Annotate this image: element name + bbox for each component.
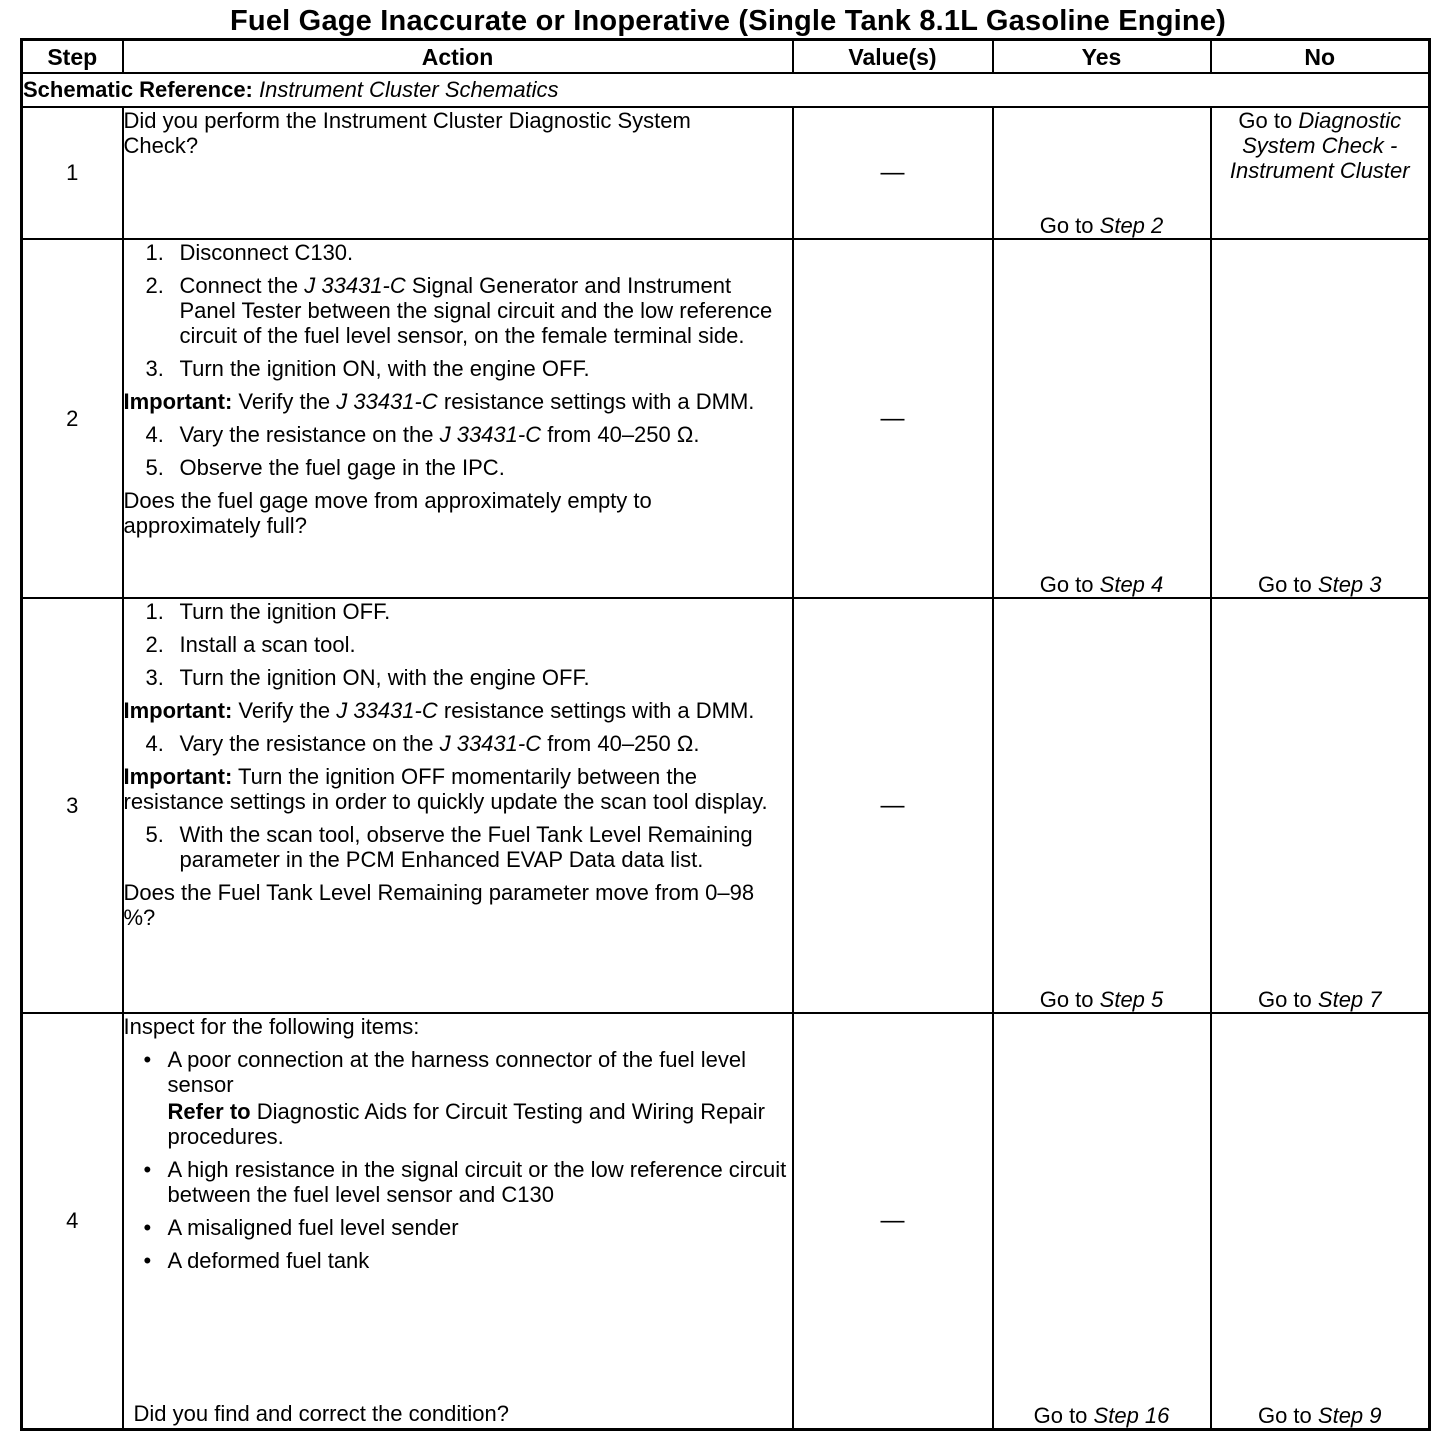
refer-text: Diagnostic Aids for Circuit Testing and Wiring Repair procedures.: [167, 1099, 766, 1150]
intro-text: Inspect for the following items:: [123, 1014, 420, 1040]
important-note: [124, 389, 792, 414]
schematic-reference: [22, 73, 1430, 107]
yes-link[interactable]: Step 5: [1099, 987, 1164, 1013]
header-values: Value(s): [793, 40, 993, 74]
page-title: Fuel Gage Inaccurate or Inoperative (Single Tank 8.1L Gasoline Engine): [230, 5, 1226, 37]
important-label: Important:: [123, 698, 233, 724]
value-cell: —: [793, 598, 993, 1013]
yes-prefix: Go to: [1039, 572, 1094, 598]
list-item: [124, 665, 792, 690]
note-text: resistance settings with a DMM.: [443, 389, 755, 415]
no-prefix: Go to: [1257, 572, 1312, 598]
question: Did you find and correct the condition?: [133, 1401, 509, 1426]
step-number: 2: [22, 239, 123, 598]
step-list: [124, 822, 792, 872]
item-text: from 40–250 Ω.: [547, 731, 700, 757]
important-note: [124, 764, 792, 814]
item-text: Vary the resistance on the: [179, 422, 434, 448]
yes-prefix: Go to: [1039, 213, 1094, 239]
item-text: from 40–250 Ω.: [547, 422, 700, 448]
question: Did you perform the Instrument Cluster Diagnostic System Check?: [123, 108, 691, 158]
bullet-icon: •: [143, 1248, 152, 1274]
item-number: 5.: [145, 822, 164, 848]
action-cell: [123, 239, 793, 598]
no-link[interactable]: Step 3: [1317, 572, 1382, 598]
list-item: [124, 1248, 792, 1273]
diagnostic-table: [20, 38, 1431, 1431]
value-cell: —: [793, 1013, 993, 1429]
list-item: [124, 422, 792, 447]
header-action: Action: [123, 40, 793, 74]
no-cell: [1211, 239, 1430, 598]
no-prefix: Go to: [1257, 987, 1312, 1013]
value-cell: —: [793, 107, 993, 239]
item-text: Turn the ignition ON, with the engine OFF.: [179, 665, 590, 691]
item-number: 2.: [145, 273, 164, 299]
action-cell: [123, 598, 793, 1013]
step-number: 3: [22, 598, 123, 1013]
list-item: [124, 273, 792, 348]
header-step: Step: [22, 40, 123, 74]
step-list: [124, 240, 792, 381]
important-label: Important:: [123, 764, 233, 790]
important-label: Important:: [123, 389, 233, 415]
yes-cell: [993, 1013, 1211, 1429]
list-item: [124, 240, 792, 265]
item-text: Connect the: [179, 273, 299, 299]
bullet-icon: •: [143, 1157, 152, 1183]
no-cell: [1211, 1013, 1430, 1429]
yes-cell: [993, 107, 1211, 239]
list-item: [124, 599, 792, 624]
tool-ref: J 33431-C: [336, 698, 438, 724]
note-text: Turn the ignition OFF momentarily between the resistance settings in order to quickly update the scan tool display.: [123, 764, 768, 815]
no-cell: [1211, 107, 1430, 239]
no-prefix: Go to: [1238, 108, 1293, 133]
item-text: Observe the fuel gage in the IPC.: [179, 455, 505, 481]
tool-ref: J 33431-C: [439, 731, 542, 757]
list-item: [124, 731, 792, 756]
yes-link[interactable]: Step 2: [1099, 213, 1164, 239]
item-number: 4.: [145, 731, 164, 757]
item-number: 5.: [145, 455, 164, 481]
note-text: resistance settings with a DMM.: [443, 698, 755, 724]
item-text: Turn the ignition ON, with the engine OFF.: [179, 356, 590, 382]
list-item: [124, 822, 792, 872]
yes-cell: [993, 239, 1211, 598]
schematic-reference-row: [22, 73, 1430, 107]
no-cell: [1211, 598, 1430, 1013]
header-no: No: [1211, 40, 1430, 74]
item-text: Signal Generator and Instrument Panel Tester between the signal circuit and the low reference circuit of the fuel level sensor, on the female terminal side.: [179, 273, 773, 349]
list-item: [124, 632, 792, 657]
table-row: [22, 598, 1430, 1013]
item-text: A poor connection at the harness connector of the fuel level sensor: [167, 1047, 746, 1098]
item-number: 3.: [145, 665, 164, 691]
step-number: 4: [22, 1013, 123, 1429]
question: Does the fuel gage move from approximately empty to approximately full?: [123, 488, 652, 539]
list-item: [124, 356, 792, 381]
item-number: 3.: [145, 356, 164, 382]
note-text: Verify the: [238, 389, 331, 415]
step-list: [124, 422, 792, 480]
note-text: Verify the: [238, 698, 331, 724]
item-number: 1.: [145, 240, 164, 266]
item-text: Turn the ignition OFF.: [179, 599, 391, 625]
refer-note: [168, 1099, 792, 1149]
header-row: [22, 40, 1430, 74]
value-cell: —: [793, 239, 993, 598]
no-prefix: Go to: [1257, 1403, 1312, 1428]
bullet-list: [124, 1047, 792, 1273]
header-yes: Yes: [993, 40, 1211, 74]
table-row: [22, 1013, 1430, 1429]
step-number: 1: [22, 107, 123, 239]
item-text: With the scan tool, observe the Fuel Tank Level Remaining parameter in the PCM Enhanced EVAP Data data list.: [179, 822, 753, 873]
list-item: [124, 455, 792, 480]
yes-prefix: Go to: [1033, 1403, 1088, 1428]
item-number: 4.: [145, 422, 164, 448]
tool-ref: J 33431-C: [336, 389, 438, 415]
action-cell: [123, 1013, 793, 1429]
table-row: [22, 107, 1430, 239]
item-text: A misaligned fuel level sender: [167, 1215, 459, 1241]
item-number: 2.: [145, 632, 164, 658]
action-cell: [123, 107, 793, 239]
tool-ref: J 33431-C: [439, 422, 542, 448]
yes-prefix: Go to: [1039, 987, 1094, 1013]
item-text: Install a scan tool.: [179, 632, 356, 658]
item-text: Vary the resistance on the: [179, 731, 434, 757]
no-link[interactable]: Diagnostic System Check - Instrument Cluster: [1229, 108, 1410, 183]
schematic-link[interactable]: Instrument Cluster Schematics: [259, 77, 559, 102]
table-row: [22, 239, 1430, 598]
tool-ref: J 33431-C: [304, 273, 406, 299]
refer-label: Refer to: [167, 1099, 251, 1125]
no-link[interactable]: Step 9: [1317, 1403, 1382, 1428]
item-text: A deformed fuel tank: [167, 1248, 370, 1274]
item-text: A high resistance in the signal circuit or the low reference circuit between the fuel level sensor and C130: [167, 1157, 787, 1208]
yes-cell: [993, 598, 1211, 1013]
list-item: [124, 1047, 792, 1149]
yes-link[interactable]: Step 16: [1093, 1403, 1170, 1428]
no-link[interactable]: Step 7: [1317, 987, 1382, 1013]
schematic-label: Schematic Reference:: [23, 77, 253, 102]
item-number: 1.: [145, 599, 164, 625]
list-item: [124, 1215, 792, 1240]
step-list: [124, 599, 792, 690]
list-item: [124, 1157, 792, 1207]
item-text: Disconnect C130.: [179, 240, 354, 266]
question: Does the Fuel Tank Level Remaining parameter move from 0–98 %?: [123, 880, 755, 931]
bullet-icon: •: [143, 1215, 152, 1241]
yes-link[interactable]: Step 4: [1099, 572, 1164, 598]
bullet-icon: •: [143, 1047, 152, 1073]
important-note: [124, 698, 792, 723]
step-list: [124, 731, 792, 756]
